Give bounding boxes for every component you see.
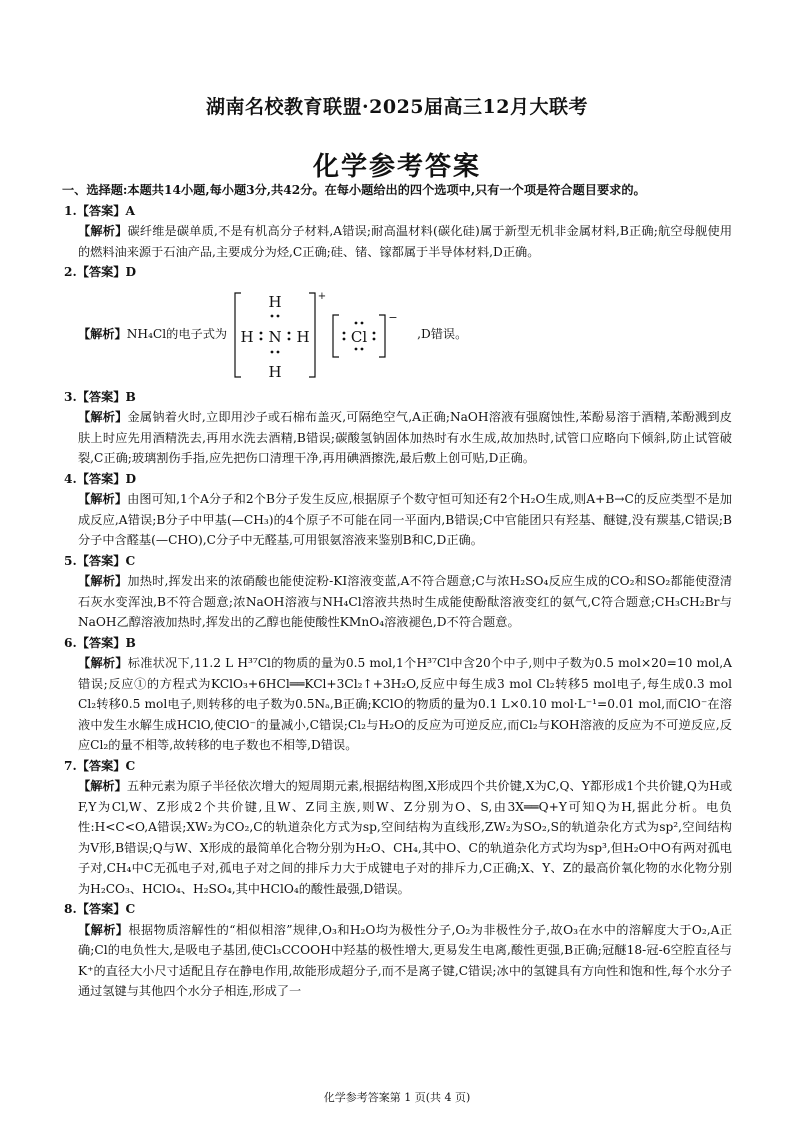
cation-charge: + xyxy=(317,290,327,302)
question-number: 4. xyxy=(64,471,77,486)
answer-label: 【答案】 xyxy=(76,471,126,486)
hydrogen-right: H xyxy=(296,327,310,346)
explain-label: 【解析】 xyxy=(78,492,128,506)
answer-label: 【答案】 xyxy=(76,553,126,568)
nitrogen-atom: N xyxy=(268,327,282,346)
question-2 xyxy=(64,262,732,387)
explanation-text-pre: NH₄Cl的电子式为 xyxy=(126,327,228,342)
answer-label: 【答案】 xyxy=(76,265,126,279)
answer-label: 【答案】 xyxy=(76,902,126,916)
nh4cl-electron-formula xyxy=(227,285,417,385)
hydrogen-top: H xyxy=(268,292,282,311)
question-number: 5. xyxy=(64,553,77,568)
hydrogen-bottom: H xyxy=(268,362,282,381)
document-body xyxy=(64,180,732,1002)
explanation-text-post: ,D错误。 xyxy=(417,327,468,342)
explanation-text: 根据物质溶解性的“相似相溶”规律,O₃和H₂O均为极性分子,O₂为非极性分子,故O₃在水中的溶解度大于O₂,A正确;Cl的电负性大,是吸电子基团,使Cl₃CCOOH中羟基的极性增大,更易发生电离,酸性更强,B正确;冠醚18-冠-6空腔直径与K⁺的直径大小尺寸适配且存在静电作用,故能形成超分子,而不是离子键,C错误;冰中的氢键具有方向性和饱和性,每个水分子通过氢键与其他四个水分子相连,形成了一 xyxy=(78,922,733,998)
answer-value: B xyxy=(125,389,136,404)
question-8 xyxy=(64,899,732,1002)
question-number: 2. xyxy=(64,265,77,279)
question-number: 8. xyxy=(64,902,77,916)
explain-label: 【解析】 xyxy=(78,574,128,588)
answer-value: C xyxy=(125,758,136,773)
explain-label: 【解析】 xyxy=(78,656,128,670)
explain-label: 【解析】 xyxy=(78,410,128,424)
hydrogen-left: H xyxy=(240,327,254,346)
question-number: 3. xyxy=(64,389,77,404)
explanation-text: 金属钠着火时,立即用沙子或石棉布盖灭,可隔绝空气,A正确;NaOH溶液有强腐蚀性,苯酚易溶于酒精,苯酚溅到皮肤上时应先用酒精洗去,再用水洗去酒精,B错误;碳酸氢钠固体加热时有水生成,故加热时,试管口应略向下倾斜,防止试管破裂,C正确;玻璃割伤手指,应先把伤口清理干净,再用碘酒擦洗,最后敷上创可贴,D正确。 xyxy=(78,410,732,465)
question-number: 6. xyxy=(64,635,77,650)
question-3 xyxy=(64,387,732,469)
page-title: 化学参考答案 xyxy=(312,152,481,182)
anion-charge: − xyxy=(388,310,398,324)
explain-label: 【解析】 xyxy=(78,224,128,238)
question-number: 7. xyxy=(64,758,77,773)
explanation-text: 加热时,挥发出来的浓硝酸也能使淀粉-KI溶液变蓝,A不符合题意;C与浓H₂SO₄反应生成的CO₂和SO₂都能使澄清石灰水变浑浊,B不符合题意;浓NaOH溶液与NH₄Cl溶液共热时生成能使酚酞溶液变红的氨气,C符合题意;CH₃CH₂Br与NaOH乙醇溶液加热时,挥发出的乙醇也能使酸性KMnO₄溶液褪色,D不符合题意。 xyxy=(78,574,733,629)
answer-value: B xyxy=(125,635,136,650)
explain-label: 【解析】 xyxy=(78,779,127,793)
exam-title: 湖南名校教育联盟·2025届高三12月大联考 xyxy=(206,96,588,118)
question-7 xyxy=(64,756,732,900)
answer-label: 【答案】 xyxy=(76,635,126,650)
explain-label: 【解析】 xyxy=(78,922,129,937)
answer-label: 【答案】 xyxy=(76,389,126,404)
question-6 xyxy=(64,633,732,756)
question-number: 1. xyxy=(64,203,77,218)
question-1 xyxy=(64,201,732,263)
explanation-text: 标准状况下,11.2 L H³⁷Cl的物质的量为0.5 mol,1个H³⁷Cl中含20个中子,则中子数为0.5 mol×20=10 mol,A错误;反应①的方程式为KClO₃+6HCl══KCl+3Cl₂↑+3H₂O,反应中每生成3 mol Cl₂转移5 mol电子,每生成0.3 mol Cl₂转移0.5 mol电子,则转移的电子数为0.5Nₐ,B正确;KClO的物质的量为0.1 L×0.10 mol·L⁻¹=0.01 mol,而ClO⁻在溶液中发生水解生成HClO,使ClO⁻的量减小,C错误;Cl₂与H₂O的反应为可逆反应,而Cl₂与KOH溶液的反应为不可逆反应,反应Cl₂的量不相等,故转移的电子数也不相等,D错误。 xyxy=(78,656,732,752)
answer-value: C xyxy=(125,902,136,916)
explain-label: 【解析】 xyxy=(78,327,127,342)
answer-value: A xyxy=(125,203,135,218)
question-5 xyxy=(64,551,732,633)
answer-label: 【答案】 xyxy=(76,203,126,218)
answer-value: D xyxy=(125,471,137,486)
explanation-text: 由图可知,1个A分子和2个B分子发生反应,根据原子个数守恒可知还有2个H₂O生成,则A+B→C的反应类型不是加成反应,A错误;B分子中甲基(—CH₃)的4个原子不可能在同一平面内,B错误;C中官能团只有羟基、醚键,没有羰基,C错误;B分子中含醛基(—CHO),C分子中无醛基,可用银氨溶液来鉴别B和C,D正确。 xyxy=(78,492,733,547)
question-4 xyxy=(64,469,732,551)
answer-value: D xyxy=(125,265,137,279)
section-intro: 一、选择题:本题共14小题,每小题3分,共42分。在每小题给出的四个选项中,只有一个项是符合题目要求的。 xyxy=(62,183,646,197)
chlorine-atom: Cl xyxy=(350,327,368,346)
answer-label: 【答案】 xyxy=(76,758,126,773)
explanation-text: 碳纤维是碳单质,不是有机高分子材料,A错误;耐高温材料(碳化硅)属于新型无机非金属材料,B正确;航空母舰使用的燃料油来源于石油产品,主要成分为烃,C正确;硅、锗、镓都属于半导体材料,D正确。 xyxy=(78,224,733,259)
page-footer: 化学参考答案第 1 页(共 4 页) xyxy=(323,1091,471,1104)
answer-value: C xyxy=(125,553,136,568)
explanation-text: 五种元素为原子半径依次增大的短周期元素,根据结构图,X形成四个共价键,X为C,Q、Y都形成1个共价键,Q为H或F,Y为Cl,W、Z形成2个共价键,且W、Z同主族,则W、Z分别为O、S,由3X══Q+Y可知Q为H,据此分析。电负性:H<C<O,A错误;XW₂为CO₂,C的轨道杂化方式为sp,空间结构为直线形,ZW₂为SO₂,S的轨道杂化方式为sp²,空间结构为V形,B错误;Q与W、X形成的最简单化合物分别为H₂O、CH₄,其中O、C的轨道杂化方式均为sp³,但H₂O中O有两对孤电子对,CH₄中C无孤电子对,孤电子对之间的排斥力大于成键电子对的排斥力,C正确;X、Y、Z的最高价氧化物的水化物分别为H₂CO₃、HClO₄、H₂SO₄,其中HClO₄的酸性最强,D错误。 xyxy=(78,779,733,896)
